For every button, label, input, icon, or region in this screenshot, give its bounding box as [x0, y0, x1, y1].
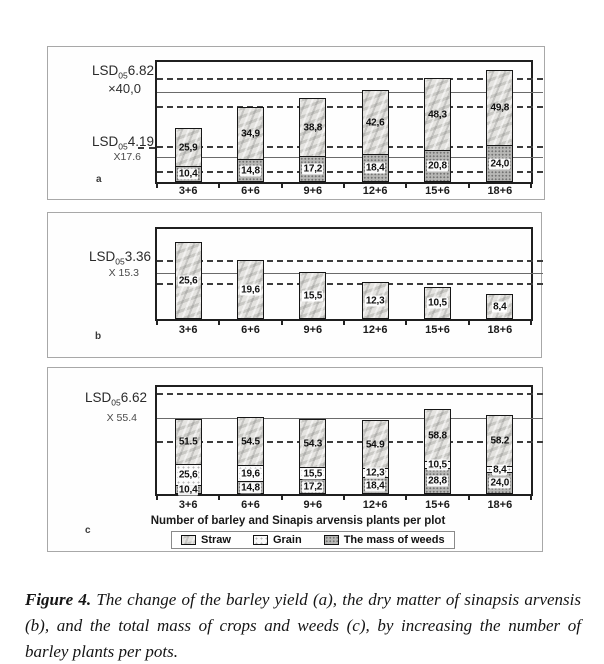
segment-grain	[237, 159, 264, 182]
category-label: 15+6	[425, 185, 450, 197]
value-label: 14,8	[241, 482, 260, 493]
value-label: 38,8	[303, 122, 323, 134]
segment-grain	[424, 150, 451, 182]
bar-a-9+6	[299, 98, 326, 182]
value-label: 15,5	[303, 468, 323, 480]
panel-b	[47, 212, 542, 358]
bar-c-9+6	[299, 419, 326, 494]
bar-b-12+6	[362, 282, 389, 319]
segment-straw	[299, 98, 326, 158]
lsd-label-b1: $LSD_{05}3.36$	[88, 249, 151, 267]
bar-a-6+6	[237, 107, 264, 182]
axis-tick	[281, 184, 283, 188]
value-label: 54.3	[303, 438, 323, 450]
gridline-dashed	[157, 146, 543, 148]
segment-grain	[299, 156, 326, 182]
segment-dry-matter-of-sinapsis-arvensis	[175, 242, 202, 319]
bar-b-6+6	[237, 260, 264, 319]
segment-straw	[424, 78, 451, 152]
value-label: 17,2	[303, 481, 323, 492]
value-label: 42,6	[365, 117, 385, 129]
segment-grain	[237, 465, 264, 483]
value-label: 17,2	[303, 163, 323, 175]
panel-letter-a: a	[96, 174, 102, 185]
axis-tick	[156, 184, 158, 188]
figure-caption-text: The change of the barley yield (a), the dry matter of sinapsis arvensis (b), and the total mass of crops and weeds (c), by increasing the number of barley plants per pots.	[25, 590, 581, 661]
segment-the-mass-of-weeds	[237, 481, 264, 494]
segment-grain	[299, 467, 326, 481]
value-label: 49,8	[490, 102, 510, 114]
segment-grain	[362, 468, 389, 479]
value-label: 8,4	[493, 464, 507, 476]
weeds-swatch-icon	[324, 535, 339, 545]
segment-dry-matter-of-sinapsis-arvensis	[237, 260, 264, 319]
segment-the-mass-of-weeds	[486, 472, 513, 494]
value-label: 58.2	[490, 435, 510, 447]
gridline-dashed	[157, 260, 543, 262]
bar-c-12+6	[362, 420, 389, 494]
bar-a-12+6	[362, 90, 389, 182]
axis-tick	[343, 496, 345, 500]
value-label: 15,5	[303, 290, 323, 301]
bar-c-3+6	[175, 419, 202, 494]
panel-a	[47, 46, 545, 200]
segment-grain	[424, 461, 451, 470]
bar-b-3+6	[175, 242, 202, 319]
segment-straw	[486, 415, 513, 467]
bar-c-6+6	[237, 417, 264, 494]
figure-caption	[25, 587, 581, 664]
axis-tick	[218, 321, 220, 325]
value-label: 24,0	[490, 477, 510, 489]
segment-straw	[237, 107, 264, 161]
segment-straw	[299, 419, 326, 468]
category-label: 3+6	[178, 499, 198, 511]
segment-the-mass-of-weeds	[175, 485, 202, 494]
bar-b-18+6	[486, 294, 513, 319]
value-label: 20,8	[428, 160, 447, 172]
category-label: 9+6	[303, 499, 323, 511]
axis-tick	[218, 184, 220, 188]
value-label: 25,9	[178, 142, 198, 154]
segment-dry-matter-of-sinapsis-arvensis	[299, 272, 326, 319]
axis-tick	[468, 496, 470, 500]
axis-tick	[156, 321, 158, 325]
segment-straw	[362, 420, 389, 469]
segment-the-mass-of-weeds	[424, 468, 451, 494]
mean-label-a1: ×40,0	[108, 81, 141, 96]
legend-item-grain: Grain	[253, 534, 302, 546]
segment-grain	[362, 154, 389, 182]
bar-a-18+6	[486, 70, 513, 182]
category-label: 18+6	[487, 499, 513, 511]
segment-straw	[175, 128, 202, 168]
category-label: 6+6	[241, 499, 260, 511]
lsd-label-a1: $LSD_{05}6.82$	[91, 63, 154, 81]
value-label: 10,5	[428, 297, 447, 309]
value-label: 18,4	[365, 162, 385, 174]
axis-tick	[468, 321, 470, 325]
axis-tick	[405, 321, 407, 325]
segment-straw	[237, 417, 264, 466]
x-axis-title: Number of barley and Sinapis arvensis plants per plot	[150, 515, 446, 527]
straw-swatch-icon	[181, 535, 196, 545]
value-label: 51.5	[178, 436, 198, 448]
gridline-dashed	[157, 78, 543, 80]
axis-tick	[530, 184, 532, 188]
segment-straw	[486, 70, 513, 147]
category-label: 9+6	[303, 185, 323, 197]
value-label: 12,3	[365, 295, 385, 306]
segment-straw	[424, 409, 451, 462]
value-label: 10,4	[178, 484, 198, 495]
bar-a-3+6	[175, 128, 202, 182]
value-label: 10,4	[178, 168, 198, 180]
value-label: 12,3	[365, 467, 385, 479]
segment-straw	[175, 419, 202, 465]
value-label: 34,9	[241, 128, 260, 140]
segment-straw	[362, 90, 389, 156]
segment-grain	[175, 166, 202, 182]
category-label: 6+6	[241, 185, 260, 197]
gridline-dashed	[157, 171, 543, 173]
axis-tick	[156, 496, 158, 500]
panel-letter-b: b	[95, 331, 102, 342]
category-label: 15+6	[425, 324, 450, 336]
mean-label-c1: X 55.4	[106, 412, 137, 424]
grain-swatch-icon	[253, 535, 268, 545]
segment-grain	[486, 466, 513, 474]
segment-dry-matter-of-sinapsis-arvensis	[424, 287, 451, 319]
axis-tick	[530, 496, 532, 500]
category-label: 6+6	[241, 324, 260, 336]
value-label: 25,6	[178, 275, 198, 286]
value-label: 19,6	[241, 284, 260, 295]
gridline-solid	[157, 273, 543, 274]
value-label: 54.5	[241, 436, 260, 448]
category-label: 18+6	[487, 324, 513, 336]
value-label: 25,6	[178, 469, 198, 481]
plot-area-b	[155, 227, 533, 321]
gridline-dashed	[157, 393, 543, 395]
segment-the-mass-of-weeds	[299, 479, 326, 494]
value-label: 24,0	[490, 158, 510, 169]
axis-tick	[281, 496, 283, 500]
legend-item-weeds: The mass of weeds	[324, 534, 445, 546]
axis-tick	[281, 321, 283, 325]
axis-tick	[468, 184, 470, 188]
segment-dry-matter-of-sinapsis-arvensis	[486, 294, 513, 319]
mean-label-b1: X 15.3	[108, 267, 139, 279]
gridline-stub	[138, 147, 155, 149]
value-label: 48,3	[428, 109, 447, 121]
value-label: 8,4	[493, 301, 507, 312]
panel-letter-c: c	[85, 525, 91, 536]
segment-grain	[486, 145, 513, 182]
value-label: 54.9	[365, 439, 385, 451]
gridline-dashed	[157, 283, 543, 285]
category-label: 12+6	[362, 324, 388, 336]
segment-dry-matter-of-sinapsis-arvensis	[362, 282, 389, 319]
mean-label-a2: X17.6	[113, 151, 141, 163]
gridline-solid	[157, 92, 543, 93]
axis-tick	[343, 321, 345, 325]
category-label: 12+6	[362, 185, 388, 197]
value-label: 58.8	[428, 430, 447, 442]
figure-caption-label: Figure 4.	[25, 590, 92, 609]
value-label: 14,8	[241, 165, 260, 176]
value-label: 28,8	[428, 475, 447, 487]
legend	[171, 531, 455, 549]
legend-item-straw: Straw	[181, 534, 231, 546]
axis-tick	[343, 184, 345, 188]
value-label: 18,4	[365, 480, 385, 491]
bar-c-15+6	[424, 409, 451, 494]
category-label: 12+6	[362, 499, 388, 511]
category-label: 3+6	[178, 324, 198, 336]
axis-tick	[530, 321, 532, 325]
bar-c-18+6	[486, 415, 513, 494]
lsd-label-a2: $LSD_{05}4.19$	[91, 134, 154, 152]
bar-a-15+6	[424, 78, 451, 182]
category-label: 15+6	[425, 499, 450, 511]
value-label: 19,6	[241, 468, 260, 480]
category-label: 18+6	[487, 185, 513, 197]
gridline-solid	[157, 418, 543, 419]
segment-the-mass-of-weeds	[362, 477, 389, 494]
axis-tick	[405, 496, 407, 500]
axis-tick	[218, 496, 220, 500]
value-label: 10,5	[428, 459, 447, 471]
category-label: 3+6	[178, 185, 198, 197]
axis-tick	[405, 184, 407, 188]
lsd-label-c1: $LSD_{05}6.62$	[84, 390, 147, 408]
panel-c	[47, 367, 543, 552]
bar-b-9+6	[299, 272, 326, 319]
bar-b-15+6	[424, 287, 451, 319]
category-label: 9+6	[303, 324, 323, 336]
